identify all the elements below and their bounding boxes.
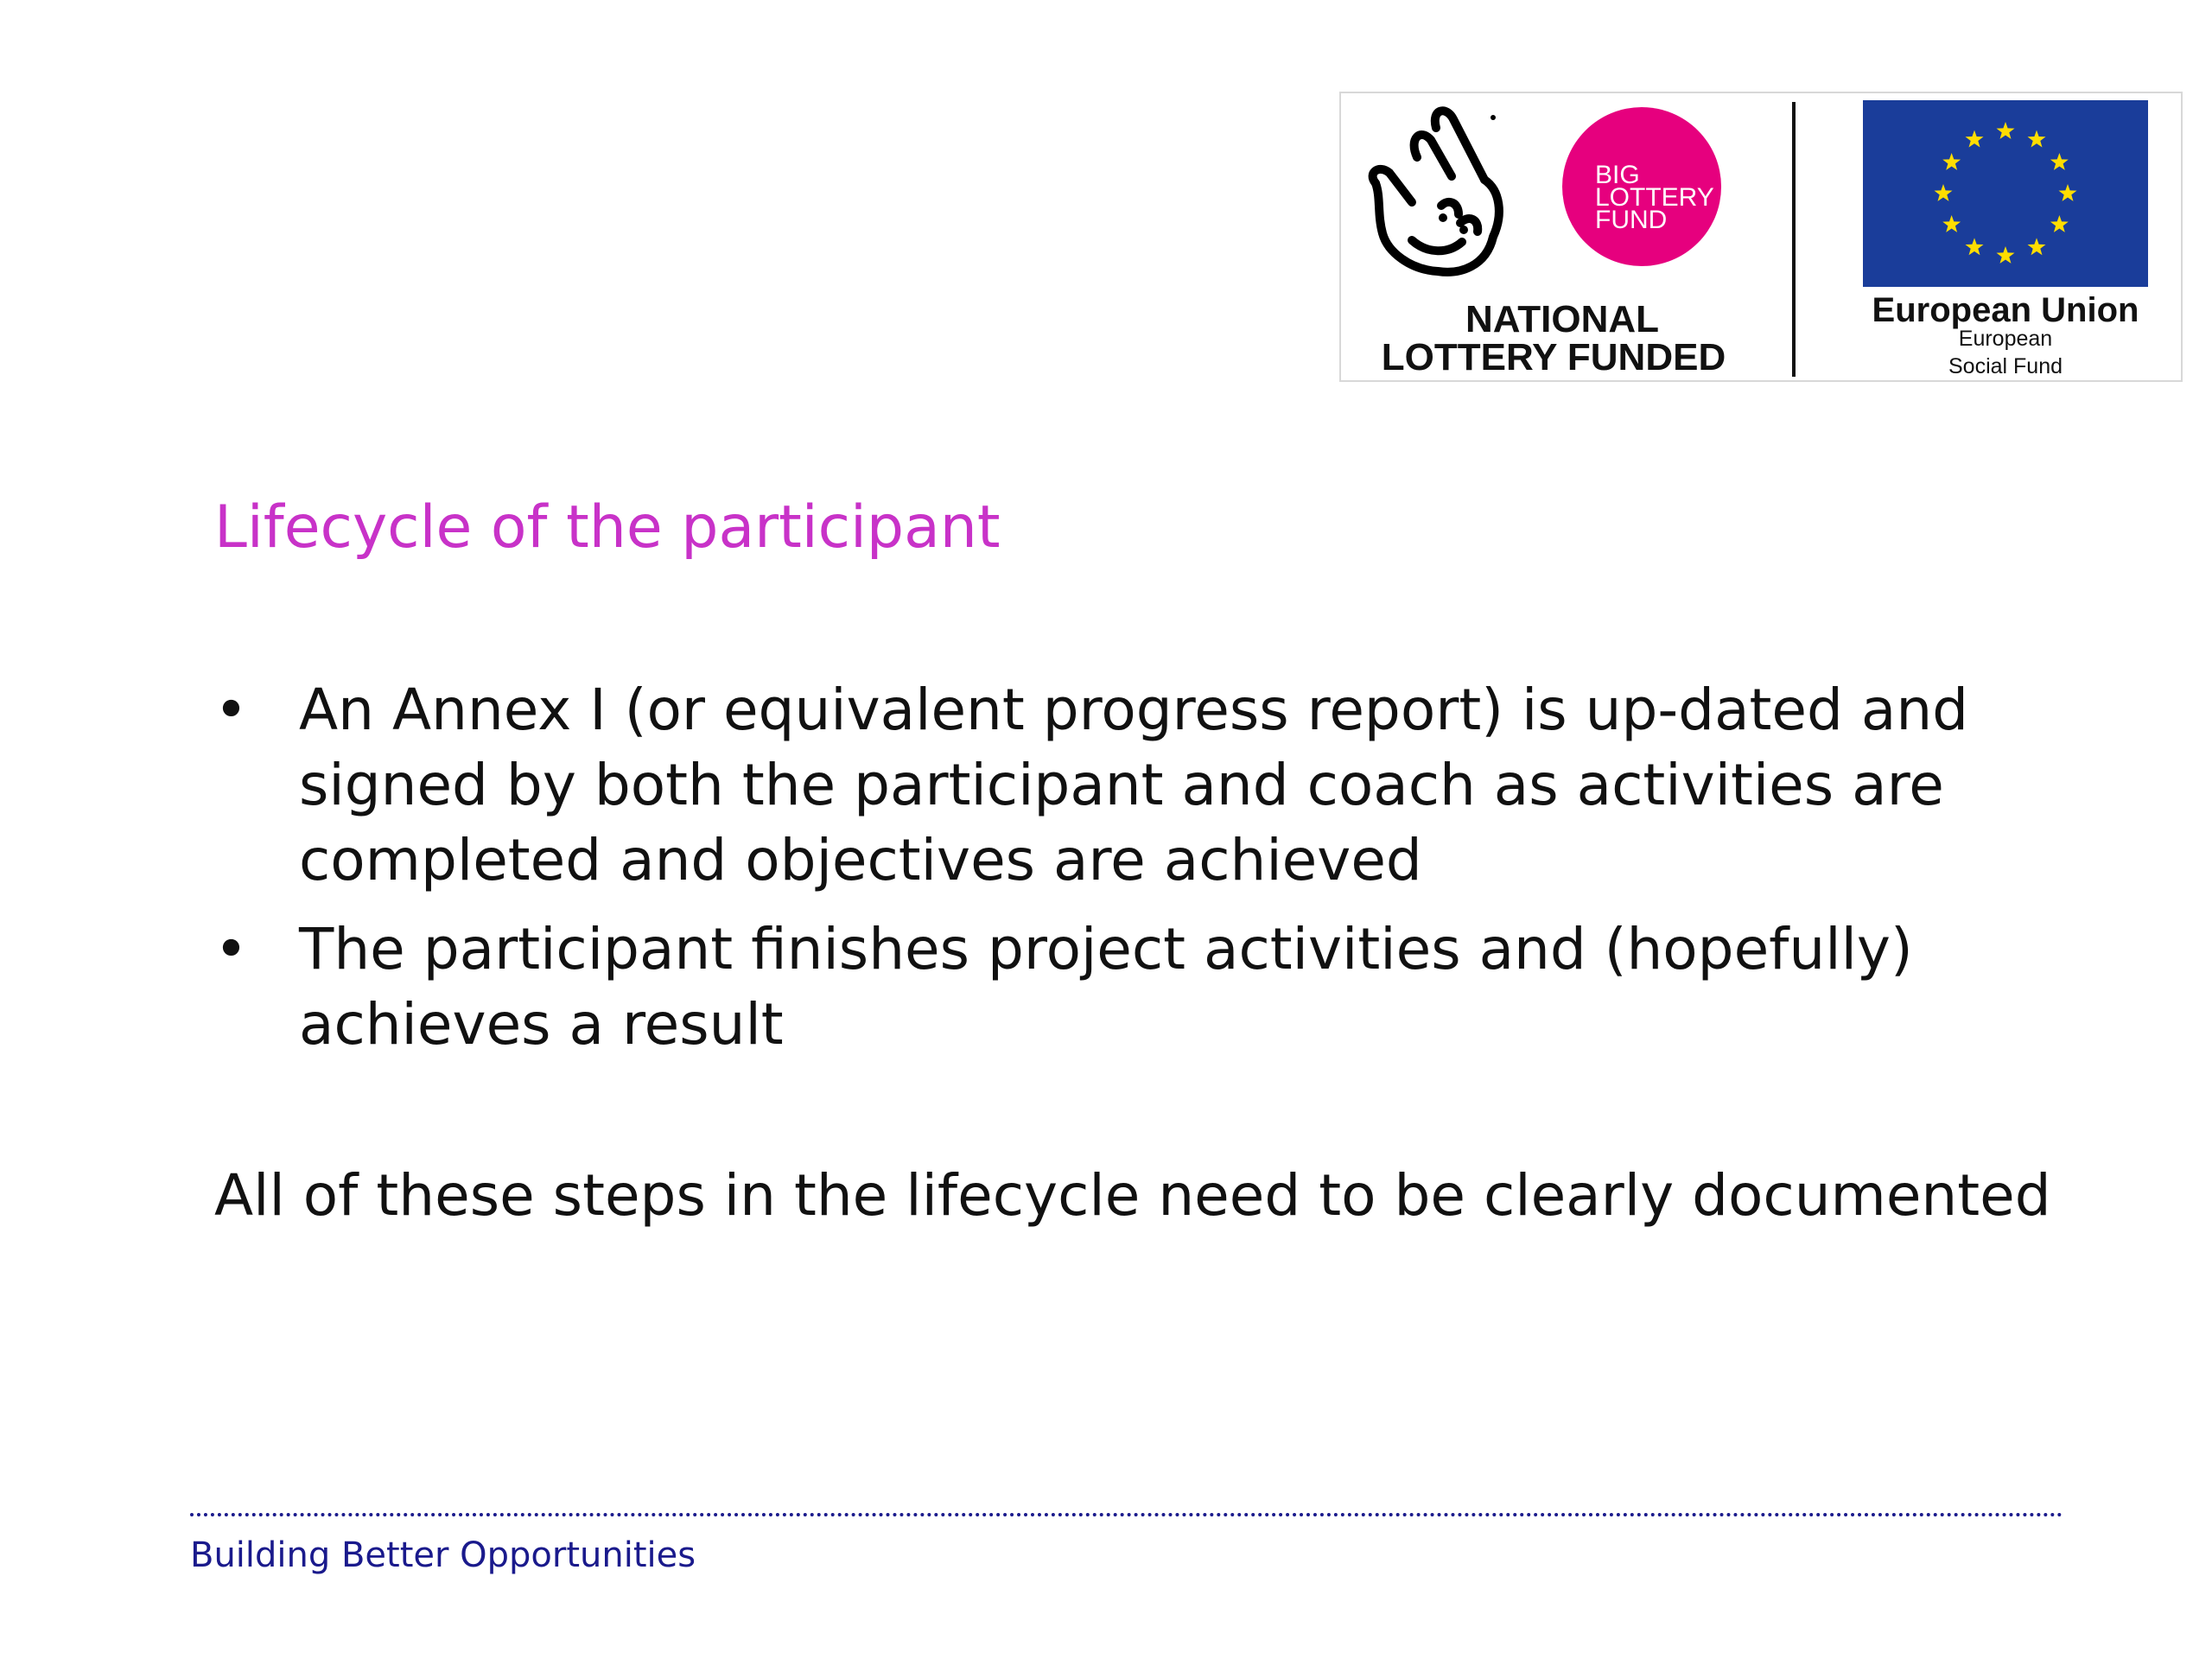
bullet-text-line: achieves a result bbox=[299, 991, 784, 1058]
eu-subtitle-line1: European bbox=[1958, 327, 2053, 351]
national-lottery-text-line2: LOTTERY FUNDED bbox=[1381, 336, 1726, 378]
crossed-fingers-logo-icon bbox=[1373, 111, 1499, 272]
bullet-text-line: The participant finishes project activities and (hopefully) bbox=[299, 916, 1913, 982]
funding-logos-banner bbox=[1339, 92, 2183, 382]
bullet-item bbox=[214, 912, 2012, 1062]
footer-divider bbox=[190, 1513, 2063, 1516]
big-lottery-text-line2: LOTTERY bbox=[1595, 183, 1714, 212]
bullet-text-line: signed by both the participant and coach as activities are bbox=[299, 752, 1944, 818]
bullet-text-line: completed and objectives are achieved bbox=[299, 827, 1422, 893]
registered-mark-icon bbox=[1491, 115, 1496, 120]
big-lottery-text-line1: BIG bbox=[1595, 161, 1640, 189]
bullet-list bbox=[214, 672, 2012, 1076]
national-lottery-text-line1: NATIONAL bbox=[1465, 298, 1660, 340]
funding-logos bbox=[1341, 93, 2184, 384]
bullet-point-icon: • bbox=[214, 677, 248, 743]
bullet-text-line: An Annex I (or equivalent progress report) is up-dated and bbox=[299, 677, 1969, 743]
big-lottery-text-line3: FUND bbox=[1595, 206, 1668, 234]
eu-title-text: European Union bbox=[1872, 291, 2139, 329]
footer-brand-text: Building Better Opportunities bbox=[190, 1535, 696, 1575]
slide-title: Lifecycle of the participant bbox=[214, 493, 1001, 562]
bullet-item bbox=[214, 672, 2012, 898]
eu-subtitle-line2: Social Fund bbox=[1948, 354, 2063, 378]
summary-statement: All of these steps in the lifecycle need to be clearly documented bbox=[214, 1162, 2051, 1229]
bullet-point-icon: • bbox=[214, 916, 248, 982]
